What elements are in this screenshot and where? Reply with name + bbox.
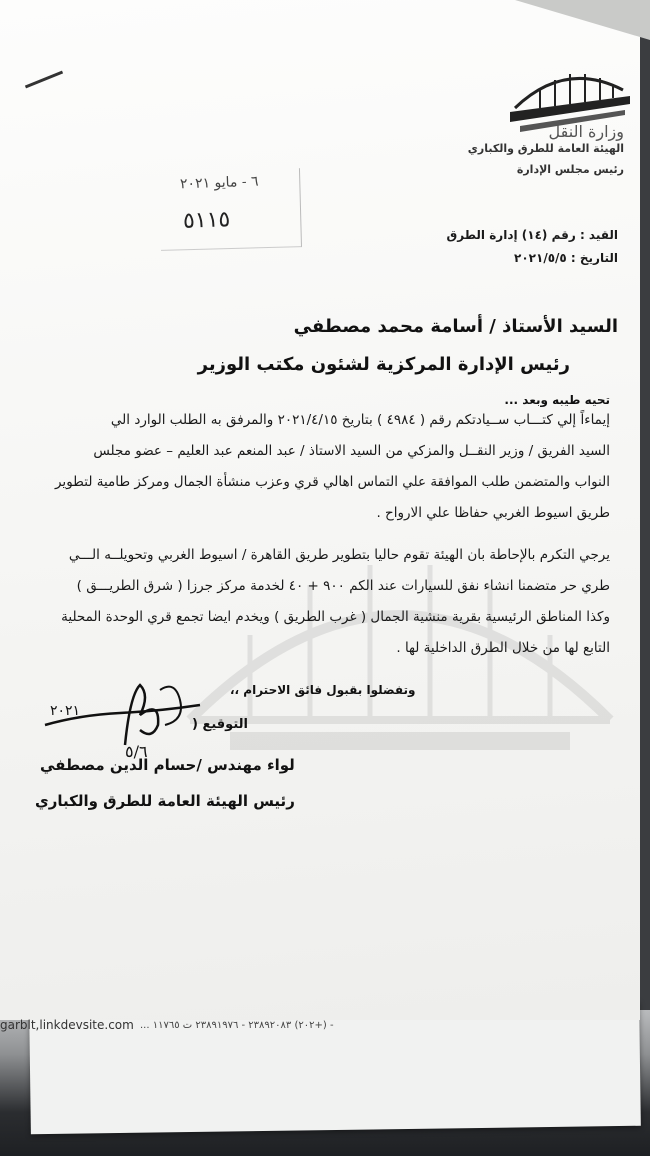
body-paragraph-1 [55, 405, 610, 529]
body-line: إيماءاً إلي كتـــاب ســيادتكم رقم ( ٤٩٨٤ ) بتاريخ ٢٠٢١/٤/١٥ والمرفق به الطلب الوارد الي [110, 412, 610, 428]
greeting: تحيه طيبه وبعد ... [504, 393, 610, 407]
body-line: يرجي التكرم بالإحاطة بان الهيئة تقوم حاليا بتطوير طريق القاهرة / اسيوط الغربي وتحويلــه الـــي [68, 547, 610, 563]
addressee-name: السيد الأستاذ / أسامة محمد مصطفي [293, 316, 618, 337]
signer-name: لواء مهندس /حسام الدين مصطفي [40, 756, 295, 774]
stamp-date: ٦ - مايو ٢٠٢١ [179, 173, 259, 193]
body-line: طريق اسيوط الغربي حفاظا علي الارواح . [376, 505, 610, 521]
footer-contact: - (+٢٠٢) ٢٣٨٩٢٠٨٣ - ٢٣٨٩١٩٧٦ ت ١١٧٦٥ ... [140, 1020, 334, 1031]
body-line: النواب والمتضمن طلب الموافقة علي التماس اهالي قري وعزب منشأة الجمال ومركز طامية لتطوير [54, 474, 610, 490]
closing-line: وتفضلوا بقبول فائق الاحترام ،، [230, 683, 416, 697]
stamp-number: ٥١١٥ [182, 207, 231, 234]
body-paragraph-2 [61, 540, 610, 664]
signature-label: التوقيع ( [192, 717, 248, 732]
office-name: رئيس مجلس الإدارة [516, 163, 624, 176]
ministry-name: وزارة النقل [548, 122, 624, 141]
body-line: وكذا المناطق الرئيسية بقرية منشية الجمال ( غرب الطريق ) ويخدم ايضا تجمع قري الوحدة المحلية [61, 609, 610, 625]
addressee-position: رئيس الإدارة المركزية لشئون مكتب الوزير [197, 354, 570, 375]
body-line: السيد الفريق / وزير النقــل والمزكي من السيد الاستاذ / عبد المنعم عبد العليم – عضو مجلس [93, 443, 610, 459]
body-line: طري حر متضمنا انشاء نفق للسيارات عند الكم ٩٠٠ + ٤٠ لخدمة مركز جرزا ( شرق الطريـــق ) [76, 578, 610, 594]
svg-text:٥/٦: ٥/٦ [125, 742, 148, 761]
reference-record: القيد : رقم (١٤) إدارة الطرق [446, 228, 618, 242]
signer-title: رئيس الهيئة العامة للطرق والكباري [35, 792, 295, 810]
svg-text:٢٠٢١: ٢٠٢١ [50, 703, 81, 719]
footer-website: garblt,linkdevsite.com [0, 1018, 134, 1032]
body-line: التابع لها من خلال الطرق الداخلية لها . [396, 640, 610, 656]
reference-date: التاريخ : ٢٠٢١/٥/٥ [514, 251, 618, 265]
authority-name: الهيئة العامة للطرق والكباري [467, 142, 624, 155]
